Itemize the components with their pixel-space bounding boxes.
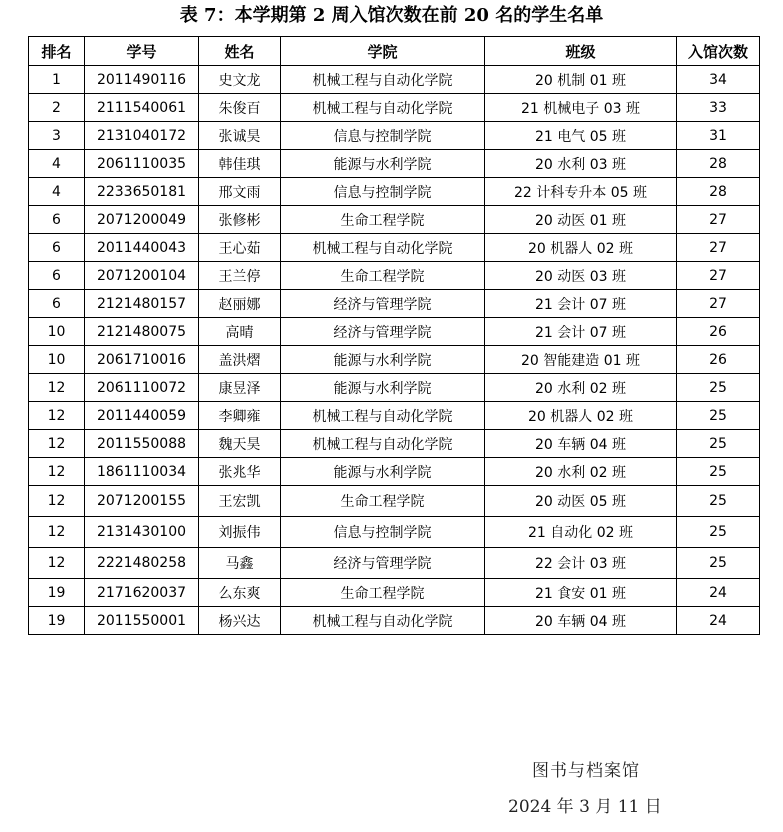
cell-college: 生命工程学院 — [281, 206, 485, 234]
table-row — [29, 458, 760, 486]
cell-student-id: 2171620037 — [85, 579, 199, 607]
cell-college: 经济与管理学院 — [281, 290, 485, 318]
cell-name: 高晴 — [199, 318, 281, 346]
cell-name: 王宏凯 — [199, 486, 281, 517]
header-visit-count: 入馆次数 — [677, 37, 760, 66]
table-row — [29, 94, 760, 122]
cell-rank: 12 — [29, 548, 85, 579]
cell-rank: 2 — [29, 94, 85, 122]
cell-rank: 4 — [29, 150, 85, 178]
cell-college: 信息与控制学院 — [281, 517, 485, 548]
cell-college: 经济与管理学院 — [281, 548, 485, 579]
cell-rank: 6 — [29, 290, 85, 318]
cell-college: 机械工程与自动化学院 — [281, 402, 485, 430]
cell-student-id: 2011440043 — [85, 234, 199, 262]
cell-college: 机械工程与自动化学院 — [281, 607, 485, 635]
cell-rank: 12 — [29, 402, 85, 430]
table-row — [29, 517, 760, 548]
cell-class: 20 车辆 04 班 — [485, 607, 677, 635]
cell-class: 21 电气 05 班 — [485, 122, 677, 150]
table-row — [29, 262, 760, 290]
table-header-row — [29, 37, 760, 66]
table-row — [29, 206, 760, 234]
cell-class: 21 食安 01 班 — [485, 579, 677, 607]
footer-date: 2024 年 3 月 11 日 — [508, 797, 662, 817]
cell-name: 韩佳琪 — [199, 150, 281, 178]
cell-visit-count: 27 — [677, 290, 760, 318]
table-title: 表 7：本学期第 2 周入馆次数在前 20 名的学生名单 — [179, 5, 604, 26]
cell-college: 能源与水利学院 — [281, 374, 485, 402]
table-row — [29, 66, 760, 94]
cell-college: 能源与水利学院 — [281, 150, 485, 178]
cell-rank: 12 — [29, 517, 85, 548]
cell-rank: 6 — [29, 206, 85, 234]
table-row — [29, 290, 760, 318]
cell-visit-count: 25 — [677, 486, 760, 517]
cell-rank: 19 — [29, 579, 85, 607]
cell-visit-count: 28 — [677, 178, 760, 206]
cell-student-id: 2061110072 — [85, 374, 199, 402]
cell-college: 信息与控制学院 — [281, 122, 485, 150]
table-row — [29, 318, 760, 346]
table-body — [29, 66, 760, 635]
cell-student-id: 2011440059 — [85, 402, 199, 430]
cell-name: 王兰停 — [199, 262, 281, 290]
cell-student-id: 2121480075 — [85, 318, 199, 346]
cell-rank: 4 — [29, 178, 85, 206]
cell-rank: 10 — [29, 318, 85, 346]
cell-visit-count: 25 — [677, 374, 760, 402]
cell-college: 信息与控制学院 — [281, 178, 485, 206]
cell-rank: 12 — [29, 430, 85, 458]
cell-name: 杨兴达 — [199, 607, 281, 635]
cell-student-id: 2071200155 — [85, 486, 199, 517]
table-row — [29, 430, 760, 458]
cell-college: 机械工程与自动化学院 — [281, 430, 485, 458]
cell-visit-count: 25 — [677, 548, 760, 579]
cell-visit-count: 27 — [677, 206, 760, 234]
cell-visit-count: 28 — [677, 150, 760, 178]
cell-name: 朱俊百 — [199, 94, 281, 122]
cell-name: 王心茹 — [199, 234, 281, 262]
cell-visit-count: 26 — [677, 346, 760, 374]
cell-name: 马鑫 — [199, 548, 281, 579]
cell-rank: 12 — [29, 458, 85, 486]
header-name: 姓名 — [199, 37, 281, 66]
cell-rank: 12 — [29, 374, 85, 402]
cell-class: 22 计科专升本 05 班 — [485, 178, 677, 206]
cell-visit-count: 31 — [677, 122, 760, 150]
cell-student-id: 2111540061 — [85, 94, 199, 122]
cell-class: 20 机制 01 班 — [485, 66, 677, 94]
table-row — [29, 374, 760, 402]
table-row — [29, 607, 760, 635]
cell-student-id: 2121480157 — [85, 290, 199, 318]
cell-visit-count: 25 — [677, 458, 760, 486]
cell-name: 赵丽娜 — [199, 290, 281, 318]
cell-visit-count: 27 — [677, 262, 760, 290]
cell-college: 能源与水利学院 — [281, 346, 485, 374]
cell-college: 经济与管理学院 — [281, 318, 485, 346]
footer-organization: 图书与档案馆 — [532, 761, 640, 781]
cell-student-id: 2131430100 — [85, 517, 199, 548]
cell-name: 刘振伟 — [199, 517, 281, 548]
cell-student-id: 2233650181 — [85, 178, 199, 206]
header-rank: 排名 — [29, 37, 85, 66]
cell-name: 盖洪熠 — [199, 346, 281, 374]
cell-visit-count: 25 — [677, 517, 760, 548]
cell-rank: 6 — [29, 234, 85, 262]
cell-name: 魏天昊 — [199, 430, 281, 458]
table-row — [29, 486, 760, 517]
cell-rank: 12 — [29, 486, 85, 517]
cell-class: 21 机械电子 03 班 — [485, 94, 677, 122]
cell-name: 李卿雍 — [199, 402, 281, 430]
cell-student-id: 2071200104 — [85, 262, 199, 290]
cell-student-id: 1861110034 — [85, 458, 199, 486]
cell-class: 20 动医 05 班 — [485, 486, 677, 517]
cell-visit-count: 27 — [677, 234, 760, 262]
cell-college: 能源与水利学院 — [281, 458, 485, 486]
cell-student-id: 2061710016 — [85, 346, 199, 374]
cell-college: 生命工程学院 — [281, 579, 485, 607]
cell-visit-count: 26 — [677, 318, 760, 346]
cell-student-id: 2071200049 — [85, 206, 199, 234]
cell-name: 张修彬 — [199, 206, 281, 234]
ranking-table — [28, 36, 760, 635]
cell-student-id: 2131040172 — [85, 122, 199, 150]
cell-rank: 6 — [29, 262, 85, 290]
cell-student-id: 2061110035 — [85, 150, 199, 178]
cell-class: 20 机器人 02 班 — [485, 234, 677, 262]
table-row — [29, 579, 760, 607]
cell-visit-count: 34 — [677, 66, 760, 94]
header-student-id: 学号 — [85, 37, 199, 66]
cell-student-id: 2011550001 — [85, 607, 199, 635]
cell-class: 20 智能建造 01 班 — [485, 346, 677, 374]
cell-college: 生命工程学院 — [281, 486, 485, 517]
cell-class: 22 会计 03 班 — [485, 548, 677, 579]
table-row — [29, 402, 760, 430]
cell-college: 机械工程与自动化学院 — [281, 66, 485, 94]
cell-rank: 3 — [29, 122, 85, 150]
cell-class: 20 水利 02 班 — [485, 458, 677, 486]
cell-class: 21 会计 07 班 — [485, 290, 677, 318]
cell-visit-count: 25 — [677, 430, 760, 458]
cell-class: 20 动医 01 班 — [485, 206, 677, 234]
cell-name: 张兆华 — [199, 458, 281, 486]
cell-class: 21 自动化 02 班 — [485, 517, 677, 548]
table-row — [29, 178, 760, 206]
cell-class: 20 动医 03 班 — [485, 262, 677, 290]
cell-visit-count: 24 — [677, 607, 760, 635]
cell-visit-count: 25 — [677, 402, 760, 430]
header-college: 学院 — [281, 37, 485, 66]
cell-class: 20 机器人 02 班 — [485, 402, 677, 430]
table-row — [29, 122, 760, 150]
cell-college: 机械工程与自动化学院 — [281, 234, 485, 262]
cell-visit-count: 33 — [677, 94, 760, 122]
table-row — [29, 150, 760, 178]
table-row — [29, 548, 760, 579]
cell-college: 生命工程学院 — [281, 262, 485, 290]
cell-student-id: 2011550088 — [85, 430, 199, 458]
cell-visit-count: 24 — [677, 579, 760, 607]
cell-name: 史文龙 — [199, 66, 281, 94]
cell-class: 20 水利 02 班 — [485, 374, 677, 402]
cell-name: 张诚昊 — [199, 122, 281, 150]
cell-rank: 19 — [29, 607, 85, 635]
cell-student-id: 2011490116 — [85, 66, 199, 94]
header-class: 班级 — [485, 37, 677, 66]
cell-college: 机械工程与自动化学院 — [281, 94, 485, 122]
cell-name: 么东爽 — [199, 579, 281, 607]
cell-rank: 10 — [29, 346, 85, 374]
cell-name: 邢文雨 — [199, 178, 281, 206]
cell-rank: 1 — [29, 66, 85, 94]
table-row — [29, 346, 760, 374]
cell-class: 20 水利 03 班 — [485, 150, 677, 178]
cell-class: 21 会计 07 班 — [485, 318, 677, 346]
cell-student-id: 2221480258 — [85, 548, 199, 579]
cell-name: 康昱泽 — [199, 374, 281, 402]
table-row — [29, 234, 760, 262]
cell-class: 20 车辆 04 班 — [485, 430, 677, 458]
